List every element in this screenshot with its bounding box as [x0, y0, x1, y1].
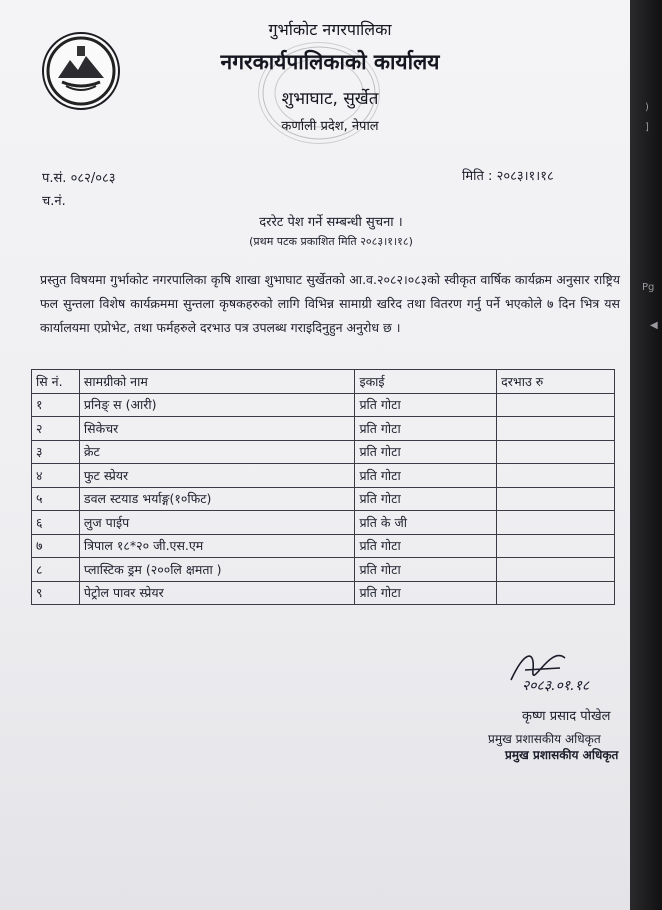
unit-cell: प्रति गोटा [355, 534, 497, 558]
office-region: कर्णाली प्रदेश, नेपाल [281, 119, 379, 134]
item-name-cell: लुज पाईप [79, 511, 355, 535]
unit-cell: प्रति गोटा [355, 581, 497, 605]
rate-cell [497, 511, 615, 535]
column-header: इकाई [355, 370, 497, 394]
serial-cell: २ [32, 417, 80, 441]
item-name-cell: त्रिपाल १८*२० जी.एस.एम [79, 534, 355, 558]
office-location: शुभाघाट, सुर्खेत [281, 89, 379, 109]
table-row [32, 393, 615, 417]
table-row [32, 464, 615, 488]
item-name-cell: सिकेचर [79, 417, 355, 441]
unit-cell: प्रति गोटा [355, 558, 497, 582]
unit-cell: प्रति गोटा [355, 393, 497, 417]
rate-cell [497, 581, 615, 605]
rate-cell [497, 464, 615, 488]
table-header-row [32, 370, 615, 394]
column-header: सामग्रीको नाम [79, 370, 355, 394]
background-edge: ) ] Pg ◀ [630, 0, 662, 910]
notice-subject: दररेट पेश गर्ने सम्बन्धी सुचना । [259, 215, 403, 230]
item-name-cell: प्रनिङ् स (आरी) [79, 393, 355, 417]
serial-cell: ६ [32, 511, 80, 535]
rate-cell [497, 393, 615, 417]
table-row [32, 511, 615, 535]
signature-date: २०८३.०१.१८ [522, 678, 590, 694]
rate-cell [497, 417, 615, 441]
serial-cell: ९ [32, 581, 80, 605]
signatory-title-stamp: प्रमुख प्रशासकीय अधिकृत [505, 748, 619, 762]
dispatch-number: च.नं. [42, 194, 66, 209]
notice-body: प्रस्तुत विषयमा गुर्भाकोट नगरपालिका कृषि शाखा शुभाघाट सुर्खेतको आ.व.२०८२।०८३को स्वीकृत वार्षिक कार्यक्रम अनुसार राष्ट्रिय फल सुन्तला विशेष कार्यक्रममा सुन्तला कृषकहरुको लागि विभिन्न सामाग्री खरिद तथा वितरण गर्नु पर्ने भएकोले ७ दिन भित्र यस कार्यालयमा एप्रोभेट, तथा फर्महरुले दरभाउ पत्र उपलब्ध गराइदिनुहुन अनुरोध छ । [40, 272, 620, 335]
rate-cell [497, 487, 615, 511]
serial-cell: ७ [32, 534, 80, 558]
serial-cell: ३ [32, 440, 80, 464]
table-row [32, 534, 615, 558]
office-name: नगरकार्यपालिकाको कार्यालय [220, 50, 440, 74]
letter-date: मिति : २०८३।१।१८ [462, 169, 554, 184]
table-row [32, 558, 615, 582]
municipality-name: गुर्भाकोट नगरपालिका [268, 20, 392, 39]
table-row [32, 440, 615, 464]
table-row [32, 417, 615, 441]
unit-cell: प्रति गोटा [355, 464, 497, 488]
item-name-cell: डवल स्टयाड भर्याङ्ग(१०फिट) [79, 487, 355, 511]
unit-cell: प्रति गोटा [355, 417, 497, 441]
reference-number: प.सं. ०८२/०८३ [42, 171, 116, 186]
serial-cell: १ [32, 393, 80, 417]
column-header: सि नं. [32, 370, 80, 394]
unit-cell: प्रति गोटा [355, 440, 497, 464]
table-row [32, 581, 615, 605]
unit-cell: प्रति के जी [355, 511, 497, 535]
column-header: दरभाउ रु [497, 370, 615, 394]
signatory-name: कृष्ण प्रसाद पोखेल [522, 709, 611, 724]
rate-cell [497, 558, 615, 582]
rate-cell [497, 440, 615, 464]
item-name-cell: प्लास्टिक ड्रम (२००लि क्षमता ) [79, 558, 355, 582]
government-emblem-logo [42, 32, 120, 110]
rate-cell [497, 534, 615, 558]
signatory-title: प्रमुख प्रशासकीय अधिकृत [488, 732, 601, 746]
item-name-cell: पेट्रोल पावर स्प्रेयर [79, 581, 355, 605]
serial-cell: ४ [32, 464, 80, 488]
serial-cell: ५ [32, 487, 80, 511]
table-row [32, 487, 615, 511]
item-name-cell: क्रेट [79, 440, 355, 464]
notice-subtitle: (प्रथम पटक प्रकाशित मिति २०८३।१।१८) [249, 235, 413, 248]
items-table [31, 369, 615, 605]
item-name-cell: फुट स्प्रेयर [79, 464, 355, 488]
serial-cell: ८ [32, 558, 80, 582]
unit-cell: प्रति गोटा [355, 487, 497, 511]
